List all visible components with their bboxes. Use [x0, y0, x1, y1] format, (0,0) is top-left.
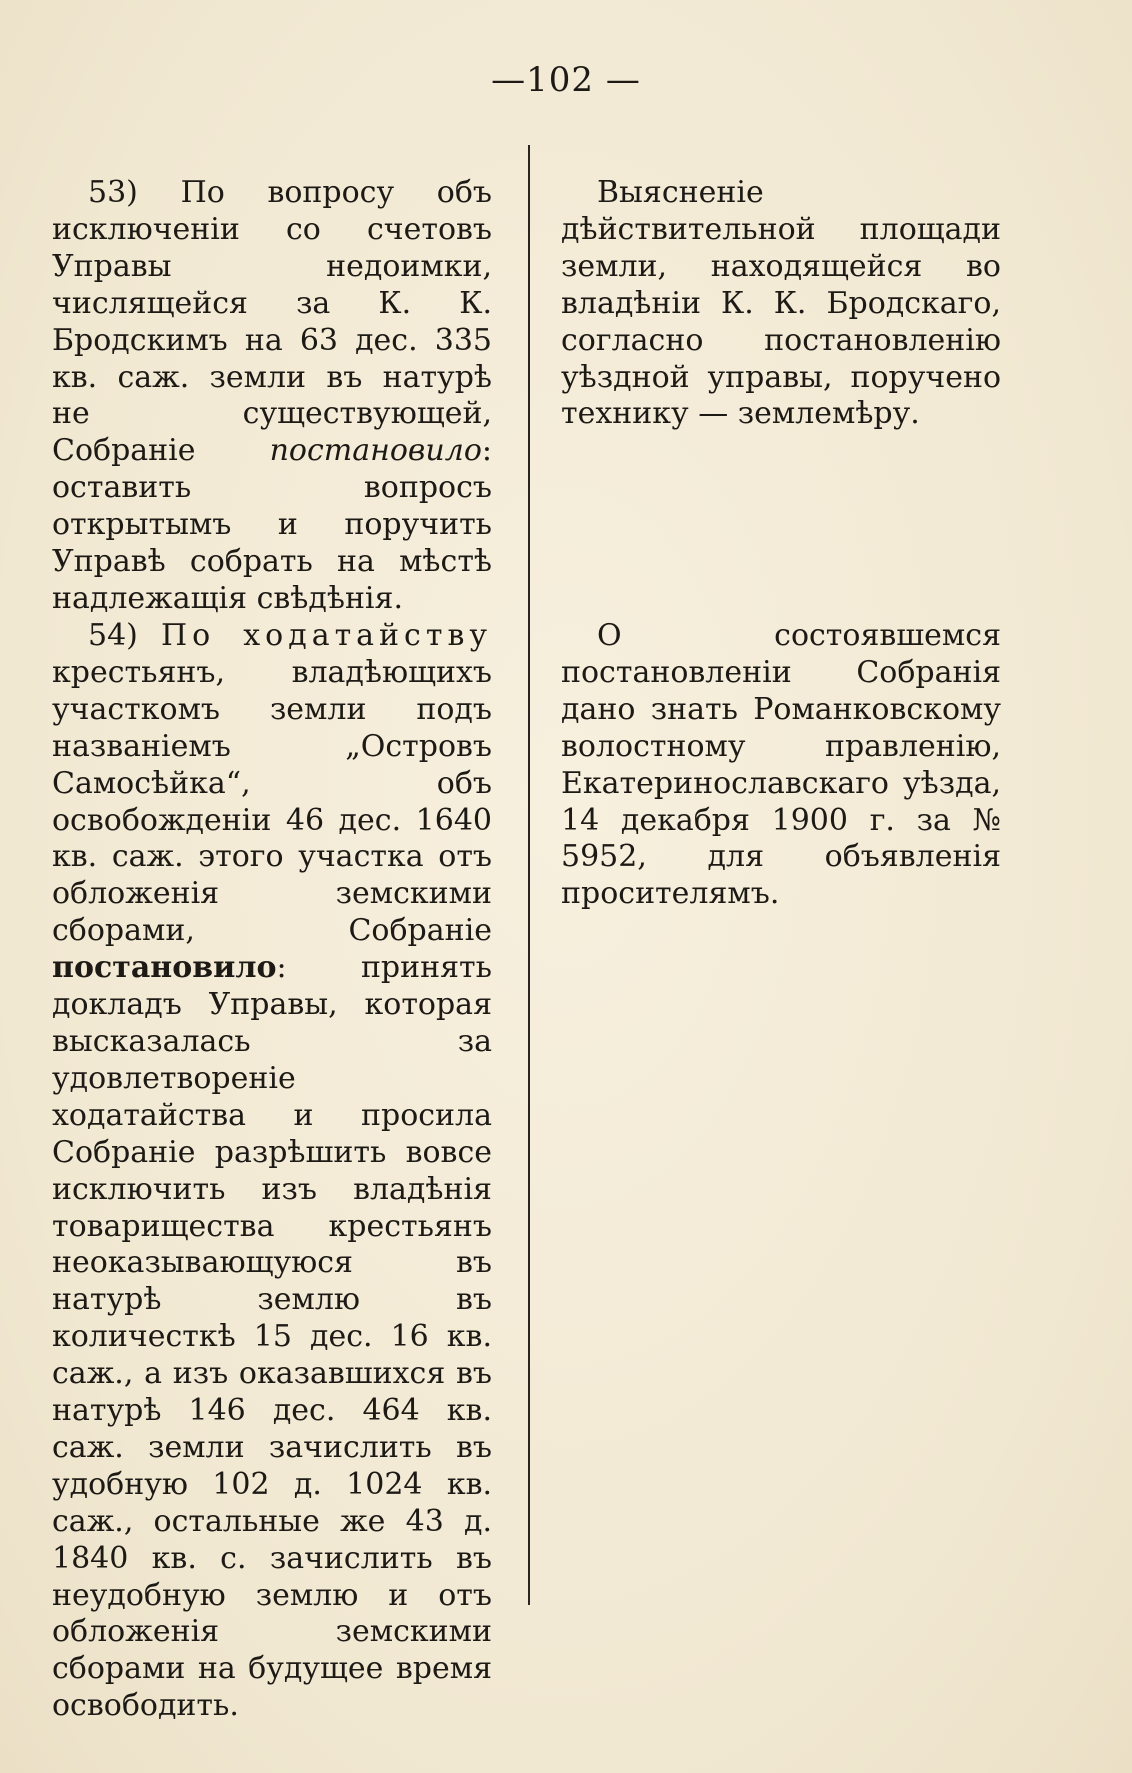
resolution-54-outcome: : принять докладъ Управы, которая высказалась за удовлетвореніе ходатайства и просила Собраніе разрѣшить вовсе исключить изъ владѣнія товарищества крестьянъ неоказывающуюся въ натурѣ землю въ количесткѣ 15 дес. 16 кв. саж., а изъ оказавшихся въ натурѣ 146 дес. 464 кв. саж. земли зачислить въ удобную 102 д. 1024 кв. саж., остальные же 43 д. 1840 кв. с. зачислить въ неудобную землю и отъ обложенія земскими сборами на будущее время освободить.	[52, 950, 492, 1724]
resolution-54-heading: По ходатайству	[160, 618, 492, 653]
resolution-53-text	[52, 175, 492, 618]
resolution-54-number: 54)	[88, 618, 138, 653]
column-divider	[528, 145, 530, 1605]
execution-note-53	[561, 175, 1001, 433]
execution-note-54	[561, 618, 1001, 913]
resolution-54-body: крестьянъ, владѣющихъ участкомъ земли подъ названіемъ „Островъ Самосѣйка“, объ освобожденіи 46 дес. 1640 кв. саж. этого участка отъ обложенія земскими сборами, Собраніе	[52, 654, 492, 949]
resolution-53-decision: постановило	[269, 433, 482, 469]
resolution-54-decision: постановило	[52, 950, 277, 986]
resolution-53-outcome: : оставить вопросъ открытымъ и поручить Управѣ собрать на мѣстѣ надлежащія свѣдѣнія.	[52, 433, 492, 616]
resolution-54	[52, 618, 492, 1725]
execution-note-54-text: О состоявшемся постановленіи Собранія дано знать Романковскому волостному правленію, Екатеринославскаго уѣзда, 14 декабря 1900 г. за № 5952, для объявленія просителямъ.	[561, 618, 1001, 912]
resolution-53	[52, 175, 492, 618]
resolution-53-body: По вопросу объ исключеніи со счетовъ Управы недоимки, числящейся за К. К. Бродскимъ на 63 дес. 335 кв. саж. земли въ натурѣ не существующей, Собраніе	[52, 175, 492, 469]
page-number: —102 —	[491, 60, 641, 100]
resolution-54-text	[52, 618, 492, 1725]
resolution-53-number: 53)	[88, 175, 138, 210]
execution-note-53-text: Выясненіе дѣйствительной площади земли, находящейся во владѣніи К. К. Бродскаго, согласно постановленію уѣздной управы, поручено технику — землемѣру.	[561, 175, 1001, 432]
